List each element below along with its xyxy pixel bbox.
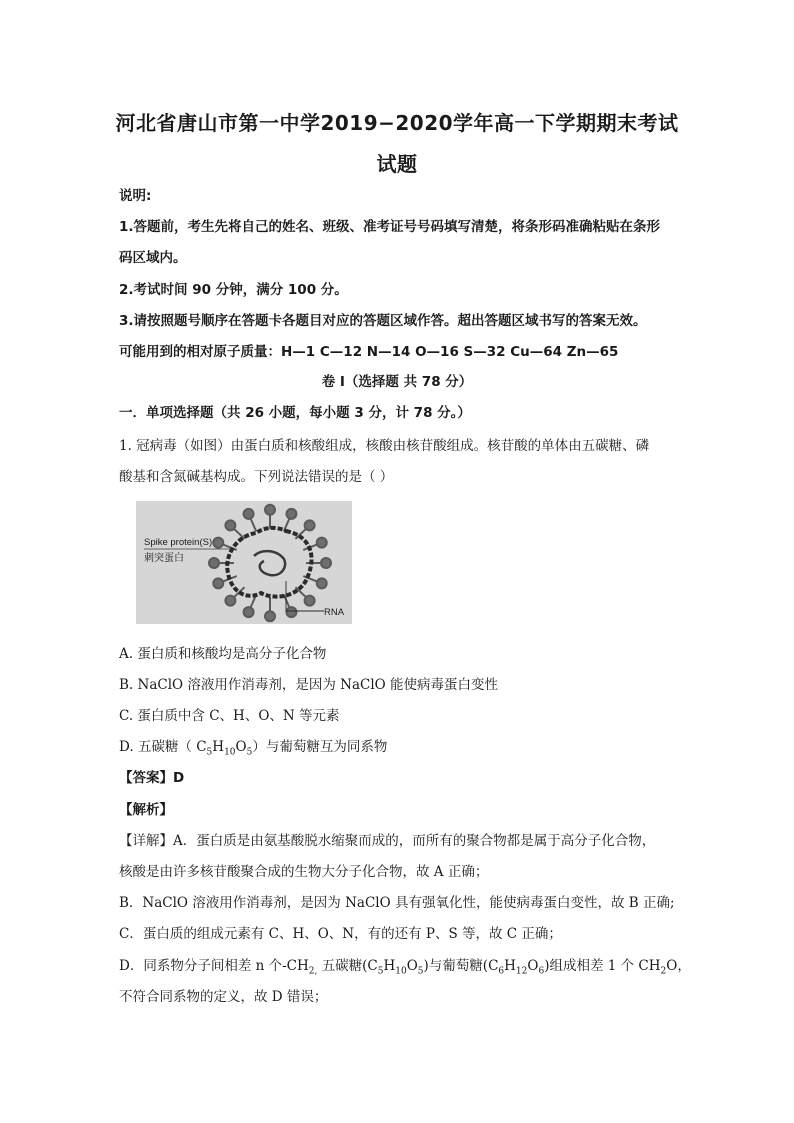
- coronavirus-diagram: [136, 501, 352, 624]
- option-d-sub-2: 10: [224, 747, 236, 758]
- spike-head: [244, 509, 254, 519]
- detail-a-line-2: 核酸是由许多核苷酸聚合成的生物大分子化合物，故 A 正确；: [119, 864, 489, 880]
- spike-protein-cn-label: 刺突蛋白: [144, 553, 184, 564]
- spike-head: [225, 520, 235, 530]
- detail-d-sub-3: 10: [395, 966, 407, 977]
- document-title-line2: 试题: [376, 152, 418, 176]
- option-a: A. 蛋白质和核酸均是高分子化合物: [119, 646, 327, 662]
- detail-d-text-9: O，: [666, 958, 691, 974]
- detail-a-line-1: 【详解】A．蛋白质是由氨基酸脱水缩聚而成的，而所有的聚合物都是属于高分子化合物，: [119, 833, 656, 849]
- detail-c-line: C．蛋白质的组成元素有 C、H、O、N，有的还有 P、S 等，故 C 正确；: [119, 926, 562, 942]
- detail-d-sub-7: 6: [538, 966, 545, 977]
- option-c: C. 蛋白质中含 C、H、O、N 等元素: [119, 708, 340, 724]
- instruction-item-1a: 1.答题前，考生先将自己的姓名、班级、准考证号号码填写清楚，将条形码准确粘贴在条形: [119, 219, 661, 235]
- option-b: B. NaClO 溶液用作消毒剂，是因为 NaClO 能使病毒蛋白变性: [119, 677, 499, 693]
- part-heading: 一．单项选择题（共 26 小题，每小题 3 分，计 78 分。）: [119, 405, 471, 421]
- answer-line: 【答案】D: [119, 770, 185, 786]
- detail-d-text-8: )组成相差 1 个 CH: [544, 958, 661, 974]
- spike-head: [286, 509, 296, 519]
- analysis-heading: 【解析】: [119, 802, 173, 818]
- spike-head: [305, 596, 315, 606]
- spike-head: [225, 596, 235, 606]
- spike-head: [213, 578, 223, 588]
- option-d: [119, 738, 689, 762]
- option-d-sub-1: 5: [206, 747, 213, 758]
- detail-d-line-1: [119, 957, 689, 981]
- spike-protein-label: Spike protein(S): [144, 537, 213, 548]
- option-d-text-3: O: [235, 739, 247, 755]
- detail-d-sub-2: 5: [377, 966, 384, 977]
- coronavirus-figure: [136, 501, 352, 624]
- spike-head: [265, 611, 275, 621]
- option-d-text-2: H: [212, 739, 225, 755]
- detail-d-sub-8: 2: [660, 966, 667, 977]
- spike-head: [305, 520, 315, 530]
- question-1-stem-b: 酸基和含氮碱基构成。下列说法错误的是（ ）: [119, 469, 394, 485]
- detail-d-text-3: H: [383, 958, 396, 974]
- detail-b-line: B．NaClO 溶液用作消毒剂，是因为 NaClO 具有强氧化性，能使病毒蛋白变性，故 B 正确;: [119, 895, 675, 911]
- detail-d-text-7: O: [527, 958, 539, 974]
- rna-label: RNA: [324, 607, 345, 618]
- spike-head: [209, 558, 219, 568]
- instructions-heading: 说明:: [119, 188, 152, 204]
- spike-head: [317, 538, 327, 548]
- instruction-item-3: 3.请按照题号顺序在答题卡各题目对应的答题区域作答。超出答题区域书写的答案无效。: [119, 313, 647, 329]
- spike-head: [213, 538, 223, 548]
- instruction-item-2: 2.考试时间 90 分钟，满分 100 分。: [119, 282, 348, 298]
- detail-d-sub-6: 12: [515, 966, 528, 977]
- detail-d-line-2: 不符合同系物的定义，故 D 错误；: [119, 989, 328, 1005]
- option-d-text-4: ）与葡萄糖互为同系物: [252, 739, 388, 755]
- spike-head: [321, 558, 331, 568]
- detail-d-text-4: O: [406, 958, 418, 974]
- detail-d-text-6: H: [504, 958, 516, 974]
- spike-head: [244, 607, 254, 617]
- detail-d-sub-4: 5: [417, 966, 424, 977]
- spike-head: [317, 578, 327, 588]
- detail-d-sub-1: 2,: [308, 966, 318, 977]
- option-d-sub-3: 5: [246, 747, 253, 758]
- document-title-line1: 河北省唐山市第一中学2019−2020学年高一下学期期末考试: [115, 111, 679, 135]
- option-d-text-1: D. 五碳糖（ C: [119, 739, 207, 755]
- detail-d-text-1: D．同系物分子间相差 n 个-CH: [119, 958, 309, 974]
- section-title: 卷 I（选择题 共 78 分）: [321, 374, 473, 390]
- detail-d-sub-5: 6: [498, 966, 505, 977]
- spike-head: [265, 505, 275, 515]
- atomic-mass-line: 可能用到的相对原子质量：H—1 C—12 N—14 O—16 S—32 Cu—64 Zn—65: [119, 344, 619, 360]
- spike-head: [286, 607, 296, 617]
- detail-d-text-2: 五碳糖(C: [317, 958, 378, 974]
- instruction-item-1b: 码区域内。: [119, 250, 187, 266]
- question-1-stem-a: 1. 冠病毒（如图）由蛋白质和核酸组成，核酸由核苷酸组成。核苷酸的单体由五碳糖、磷: [119, 438, 650, 454]
- detail-d-text-5: )与葡萄糖(C: [423, 958, 499, 974]
